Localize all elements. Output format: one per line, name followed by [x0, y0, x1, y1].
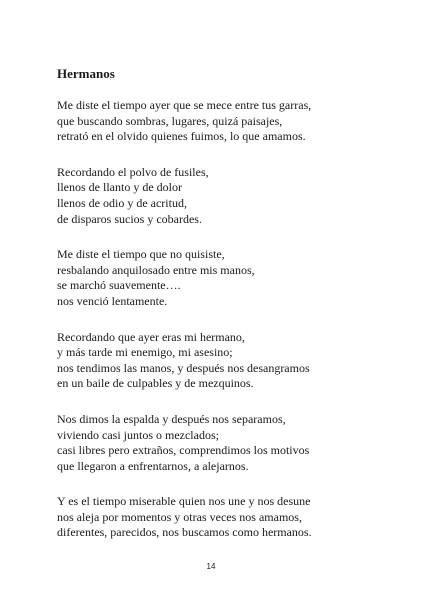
poem-line: retrató en el olvido quienes fuimos, lo que amamos.: [57, 129, 306, 144]
stanza-2: [57, 165, 397, 227]
poem-title: Hermanos: [57, 66, 115, 81]
poem-line: Me diste el tiempo que no quisiste,: [57, 247, 225, 262]
poem-line: Recordando que ayer eras mi hermano,: [57, 329, 245, 344]
poem-line: Me diste el tiempo ayer que se mece entre tus garras,: [57, 98, 312, 112]
poem-line: Y es el tiempo miserable quien nos une y nos desune: [57, 494, 311, 509]
poem-body: [57, 98, 397, 561]
page-number: 14: [206, 562, 216, 571]
stanza-4: [57, 330, 397, 392]
poem-line: que llegaron a enfrentarnos, a alejarnos.: [57, 458, 249, 473]
poem-line: se marchó suavemente….: [57, 278, 181, 293]
poem-line: nos venció lentamente.: [57, 293, 168, 308]
poem-line: viviendo casi juntos o mezclados;: [57, 427, 219, 442]
poem-line: Nos dimos la espalda y después nos separamos,: [57, 411, 286, 426]
poem-line: nos tendimos las manos, y después nos desangramos: [57, 360, 310, 375]
poem-line: y más tarde mi enemigo, mi asesino;: [57, 345, 233, 360]
poem-line: llenos de odio y de acritud,: [57, 195, 187, 210]
stanza-6: [57, 494, 397, 541]
poem-line: resbalando anquilosado entre mis manos,: [57, 262, 255, 277]
poem-line: que buscando sombras, lugares, quizá paisajes,: [57, 113, 283, 128]
poem-line: llenos de llanto y de dolor: [57, 180, 182, 195]
poem-line: diferentes, parecidos, nos buscamos como hermanos.: [57, 525, 312, 540]
poem-line: nos aleja por momentos y otras veces nos amamos,: [57, 509, 302, 524]
stanza-5: [57, 412, 397, 474]
poem-line: en un baile de culpables y de mezquinos.: [57, 376, 254, 391]
stanza-3: [57, 247, 397, 309]
poem-line: de disparos sucios y cobardes.: [57, 211, 202, 226]
poem-line: casi libres pero extraños, comprendimos los motivos: [57, 443, 310, 458]
stanza-1: [57, 98, 397, 145]
poem-line: Recordando el polvo de fusiles,: [57, 164, 209, 179]
